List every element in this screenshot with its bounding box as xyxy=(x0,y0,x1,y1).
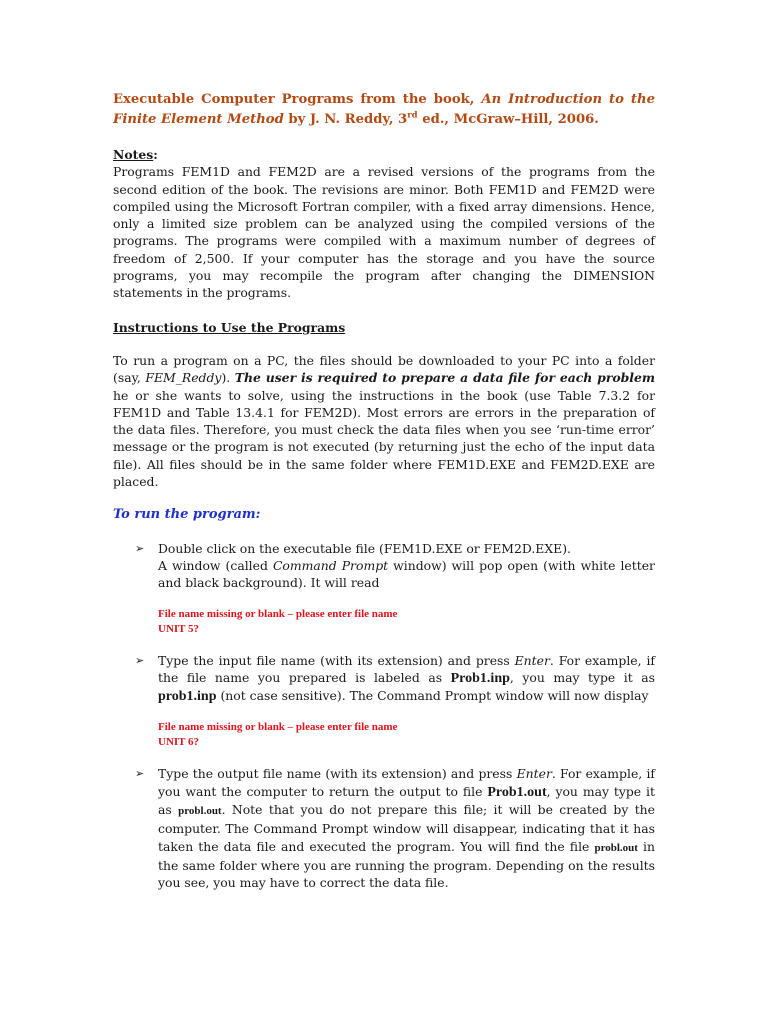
step-2-text-d: (not case sensitive). The Command Prompt window will now display xyxy=(216,688,649,704)
output-filename-2: probl.out xyxy=(178,805,222,818)
step-2-text-c: , you may type it as xyxy=(509,669,656,685)
run-program-heading: To run the program: xyxy=(113,507,261,523)
step-1 xyxy=(113,540,655,592)
step-1-line-c: window) will pop open (with white letter and black background). It will read xyxy=(158,557,655,591)
instructions-heading: Instructions to Use the Programs xyxy=(113,319,346,335)
instructions-emphasis: The user is required to prepare a data file for each problem xyxy=(234,370,656,386)
title-superscript: rd xyxy=(407,110,418,121)
console-message-1 xyxy=(113,607,655,637)
step-3-text xyxy=(158,765,655,891)
instructions-text-a: To run a program on a PC, the files should be downloaded to your PC into a folder (say, xyxy=(113,352,655,386)
book-title: An Introduction to the Finite Element Method xyxy=(113,92,656,127)
title-edition: ed., McGraw–Hill, 2006. xyxy=(417,112,599,127)
folder-name: FEM_Reddy xyxy=(145,370,222,386)
step-2-text-a: Type the input file name (with its extension) and press xyxy=(158,652,515,668)
output-filename-3: probl.out xyxy=(594,841,638,854)
console-message-1-line1: File name missing or blank – please enter file name xyxy=(158,607,398,620)
step-1-text xyxy=(158,540,655,592)
input-filename-1: Prob1.inp xyxy=(450,670,510,686)
step-3 xyxy=(113,765,655,891)
arrow-bullet-icon: ➢ xyxy=(135,541,145,555)
step-2 xyxy=(113,652,655,706)
step-3-text-a: Type the output file name (with its extension) and press xyxy=(158,766,517,782)
console-message-1-line2: UNIT 5? xyxy=(158,622,200,635)
step-1-line-a: Double click on the executable file (FEM1D.EXE or FEM2D.EXE). xyxy=(158,540,571,556)
notes-heading: Notes xyxy=(113,147,154,162)
enter-key-term: Enter xyxy=(516,766,552,782)
output-filename-1: Prob1.out xyxy=(487,784,547,800)
instructions-paragraph xyxy=(113,352,655,490)
notes-body: Programs FEM1D and FEM2D are a revised versions of the programs from the second edition of the book. The revisions are minor. Both FEM1D and FEM2D were compiled using the Microsoft Fortran compiler, with a fixed array dimensions. Hence, only a limited size problem can be analyzed using the compiled versions of the programs. The programs were compiled with a maximum number of degrees of freedom of 2,500. If your computer has the storage and you have the source programs, you may recompile the program after changing the DIMENSION statements in the programs. xyxy=(113,164,655,301)
step-2-text-b: . For example, if the file name you prepared is labeled as xyxy=(158,652,655,685)
console-message-2-line1: File name missing or blank – please enter file name xyxy=(158,721,398,734)
instructions-text-c: he or she wants to solve, using the instructions in the book (use Table 7.3.2 for FEM1D and Table 13.4.1 for FEM2D). Most errors are errors in the preparation of the data files. Therefore, you must check the data files when you see ‘run-time error’ message or the program is not executed (by returning just the echo of the input data file). All files should be in the same folder where FEM1D.EXE and FEM2D.EXE are placed. xyxy=(113,387,655,490)
title-text: Executable Computer Programs from the book, xyxy=(113,92,482,107)
step-3-text-d: . Note that you do not prepare this file; it will be created by the computer. The Command Prompt window will disappear, indicating that it has taken the data file and executed the program. You will find the file xyxy=(158,802,655,854)
command-prompt-term: Command Prompt xyxy=(272,557,389,573)
notes-paragraph xyxy=(113,146,655,302)
document-title xyxy=(113,90,655,130)
step-3-text-c: , you may type it as xyxy=(158,783,655,818)
step-3-text-e: in the same folder where you are running the program. Depending on the results you see, you may have to correct the data file. xyxy=(158,838,655,891)
arrow-bullet-icon: ➢ xyxy=(135,767,145,781)
console-message-2-line2: UNIT 6? xyxy=(158,736,200,749)
title-author: by J. N. Reddy, 3 xyxy=(283,112,408,127)
arrow-bullet-icon: ➢ xyxy=(135,653,145,667)
instructions-text-b: ). xyxy=(221,370,235,386)
console-message-2 xyxy=(113,720,655,750)
input-filename-2: prob1.inp xyxy=(158,689,217,705)
step-1-line-b: A window (called xyxy=(158,557,273,573)
step-2-text xyxy=(158,652,655,706)
step-3-text-b: . For example, if you want the computer to return the output to file xyxy=(158,766,656,799)
enter-key-term: Enter xyxy=(514,652,550,668)
document-page xyxy=(113,90,655,892)
notes-colon: : xyxy=(153,147,158,162)
